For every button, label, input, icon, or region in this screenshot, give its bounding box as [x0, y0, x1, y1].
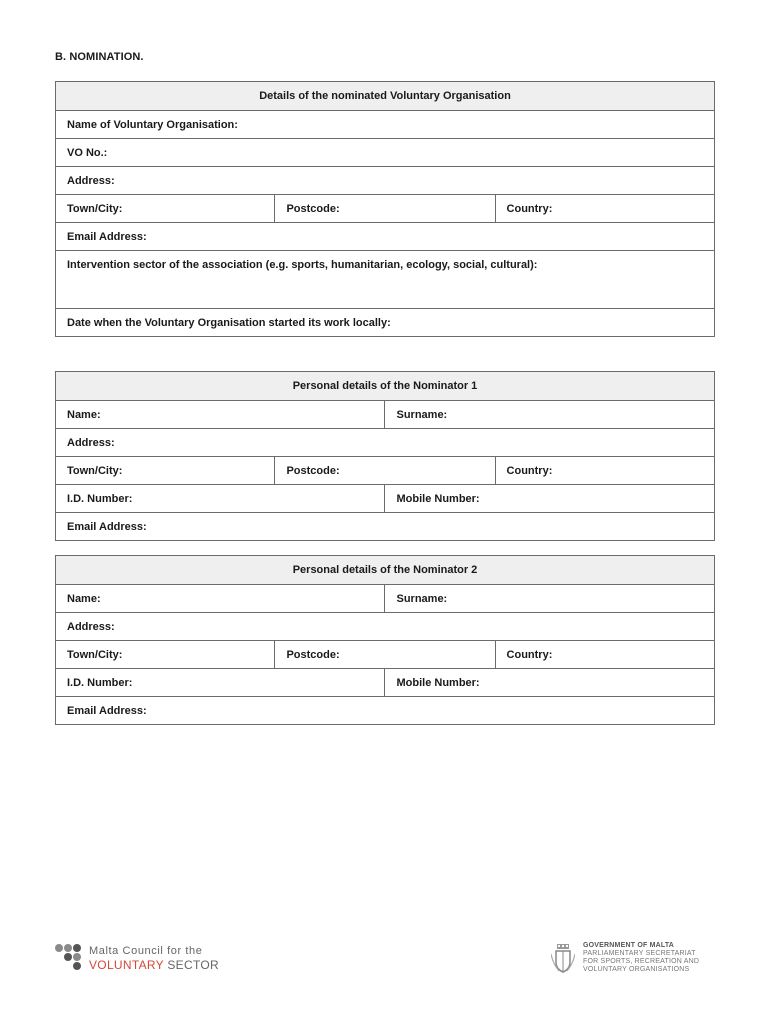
- nominator2-postcode-field[interactable]: Postcode:: [275, 641, 495, 669]
- mcvs-logo-sector: SECTOR: [167, 958, 219, 972]
- nominator1-town-field[interactable]: Town/City:: [56, 457, 275, 485]
- nominator2-address-field[interactable]: Address:: [56, 613, 715, 641]
- section-title: B. NOMINATION.: [55, 51, 144, 63]
- organisation-name-field[interactable]: Name of Voluntary Organisation:: [56, 111, 715, 139]
- nominator1-name-field[interactable]: Name:: [56, 401, 385, 429]
- gov-line-4: VOLUNTARY ORGANISATIONS: [583, 966, 690, 973]
- intervention-sector-field[interactable]: Intervention sector of the association (e.g. sports, humanitarian, ecology, social, cultural):: [56, 251, 715, 309]
- government-text: [583, 942, 699, 974]
- nominator2-heading: Personal details of the Nominator 2: [56, 556, 715, 585]
- start-date-field[interactable]: Date when the Voluntary Organisation started its work locally:: [56, 309, 715, 337]
- nominator2-town-field[interactable]: Town/City:: [56, 641, 275, 669]
- nominator1-postcode-field[interactable]: Postcode:: [275, 457, 495, 485]
- organisation-address-field[interactable]: Address:: [56, 167, 715, 195]
- nominator1-mobile-field[interactable]: Mobile Number:: [385, 485, 715, 513]
- nominator1-email-field[interactable]: Email Address:: [56, 513, 715, 541]
- mcvs-logo-line2: [89, 958, 219, 972]
- nominator2-name-field[interactable]: Name:: [56, 585, 385, 613]
- nominator1-surname-field[interactable]: Surname:: [385, 401, 715, 429]
- nominator1-country-field[interactable]: Country:: [495, 457, 714, 485]
- organisation-details-heading: Details of the nominated Voluntary Organisation: [56, 82, 715, 111]
- nominator1-address-field[interactable]: Address:: [56, 429, 715, 457]
- nominator1-id-field[interactable]: I.D. Number:: [56, 485, 385, 513]
- nominator2-id-field[interactable]: I.D. Number:: [56, 669, 385, 697]
- nominator2-country-field[interactable]: Country:: [495, 641, 714, 669]
- gov-line-1: GOVERNMENT OF MALTA: [583, 942, 675, 949]
- mcvs-logo-line1: Malta Council for the: [89, 945, 203, 957]
- nominator2-mobile-field[interactable]: Mobile Number:: [385, 669, 715, 697]
- gov-line-2: PARLIAMENTARY SECRETARIAT: [583, 950, 696, 957]
- organisation-country-field[interactable]: Country:: [495, 195, 714, 223]
- nominator2-surname-field[interactable]: Surname:: [385, 585, 715, 613]
- nominator2-table: [55, 555, 715, 725]
- gov-line-3: FOR SPORTS, RECREATION AND: [583, 958, 700, 965]
- organisation-email-field[interactable]: Email Address:: [56, 223, 715, 251]
- nominator1-heading: Personal details of the Nominator 1: [56, 372, 715, 401]
- mcvs-dots-icon: [55, 943, 87, 973]
- malta-crest-icon: [551, 944, 575, 974]
- vo-number-field[interactable]: VO No.:: [56, 139, 715, 167]
- nominator1-table: [55, 371, 715, 541]
- mcvs-logo-voluntary: VOLUNTARY: [89, 958, 164, 972]
- organisation-details-table: [55, 81, 715, 337]
- organisation-postcode-field[interactable]: Postcode:: [275, 195, 495, 223]
- nominator2-email-field[interactable]: Email Address:: [56, 697, 715, 725]
- organisation-town-field[interactable]: Town/City:: [56, 195, 275, 223]
